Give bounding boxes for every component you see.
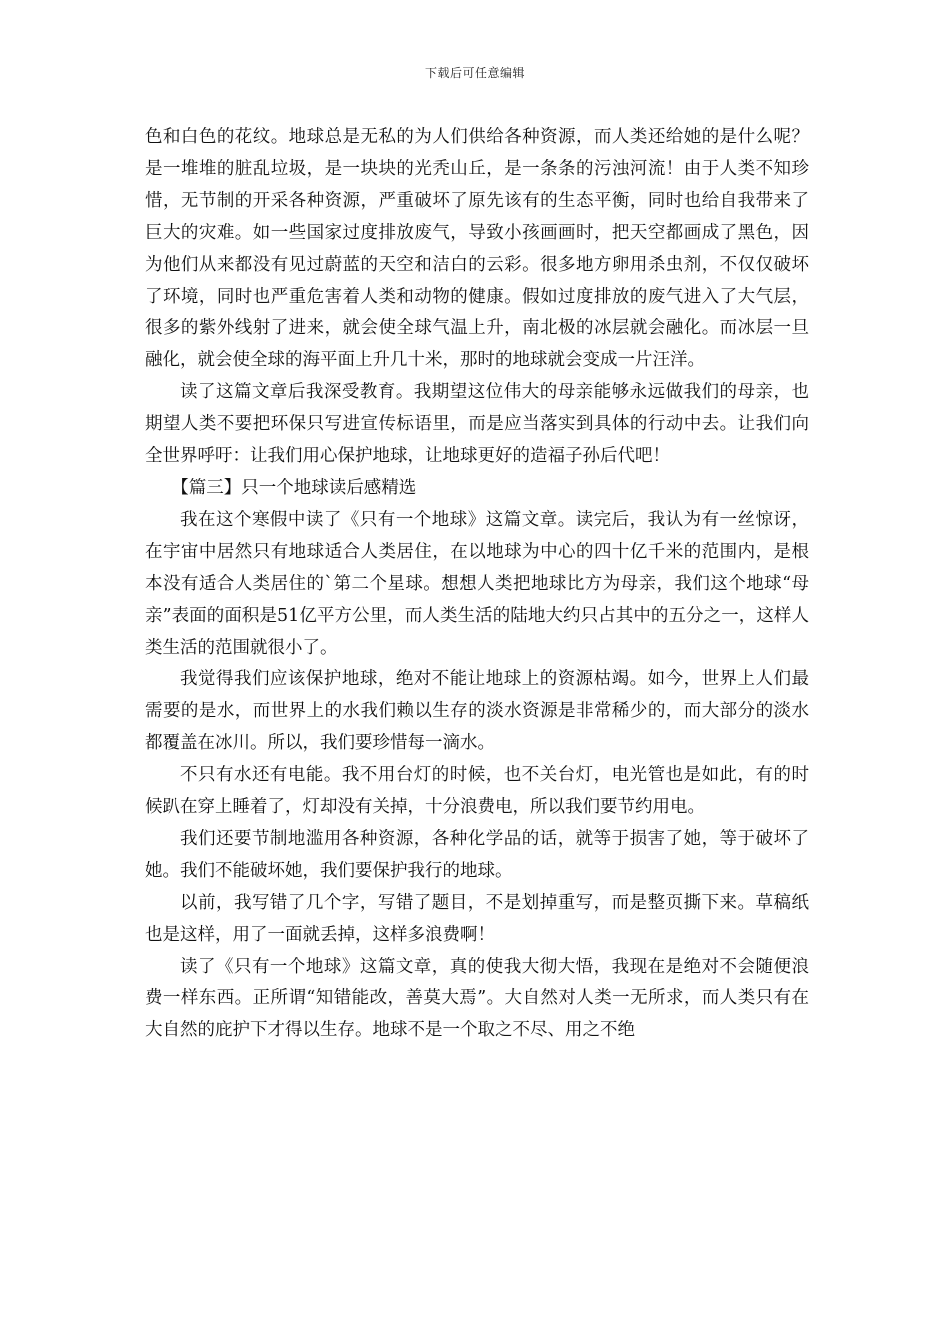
section-heading: 【篇三】只一个地球读后感精选: [171, 477, 417, 498]
document-body: [145, 122, 809, 1047]
paragraph-continuation: 色和白色的花纹。地球总是无私的为人们供给各种资源，而人类还给她的是什么呢？是一堆堆的脏乱垃圾，是一块块的光秃山丘，是一条条的污浊河流！由于人类不知珍惜，无节制的开采各种资源，严重破坏了原先该有的生态平衡，同时也给自我带来了巨大的灾难。如一些国家过度排放废气，导致小孩画画时，把天空都画成了黑色，因为他们从来都没有见过蔚蓝的天空和洁白的云彩。很多地方卵用杀虫剂，不仅仅破坏了环境，同时也严重危害着人类和动物的健康。假如过度排放的废气进入了大气层，很多的紫外线射了进来，就会使全球气温上升，南北极的冰层就会融化。而冰层一旦融化，就会使全球的海平面上升几十米，那时的地球就会变成一片汪洋。: [145, 127, 809, 371]
paragraph: 不只有水还有电能。我不用台灯的时候，也不关台灯，电光管也是如此，有的时候趴在穿上睡着了，灯却没有关掉，十分浪费电，所以我们要节约用电。: [145, 765, 809, 818]
paragraph: 以前，我写错了几个字，写错了题目，不是划掉重写，而是整页撕下来。草稿纸也是这样，用了一面就丢掉，这样多浪费啊！: [145, 892, 809, 945]
paragraph: 我在这个寒假中读了《只有一个地球》这篇文章。读完后，我认为有一丝惊讶，在宇宙中居然只有地球适合人类居住，在以地球为中心的四十亿千米的范围内，是根本没有适合人类居住的`第二个星球。想想人类把地球比方为母亲，我们这个地球“母亲”表面的面积是51亿平方公里，而人类生活的陆地大约只占其中的五分之一，这样人类生活的范围就很小了。: [145, 509, 809, 658]
page-header: 下载后可任意编辑: [424, 66, 525, 80]
paragraph: 读了这篇文章后我深受教育。我期望这位伟大的母亲能够永远做我们的母亲，也期望人类不要把环保只写进宣传标语里，而是应当落实到具体的行动中去。让我们向全世界呼吁：让我们用心保护地球，让地球更好的造福子孙后代吧！: [145, 382, 809, 467]
paragraph: 我觉得我们应该保护地球，绝对不能让地球上的资源枯竭。如今，世界上人们最需要的是水，而世界上的水我们赖以生存的淡水资源是非常稀少的，而大部分的淡水都覆盖在冰川。所以，我们要珍惜每一滴水。: [145, 669, 809, 754]
paragraph: 我们还要节制地滥用各种资源，各种化学品的话，就等于损害了她，等于破坏了她。我们不能破坏她，我们要保护我行的地球。: [145, 828, 809, 881]
paragraph: 读了《只有一个地球》这篇文章，真的使我大彻大悟，我现在是绝对不会随便浪费一样东西。正所谓“知错能改，善莫大焉”。大自然对人类一无所求，而人类只有在大自然的庇护下才得以生存。地球不是一个取之不尽、用之不绝: [145, 956, 809, 1041]
